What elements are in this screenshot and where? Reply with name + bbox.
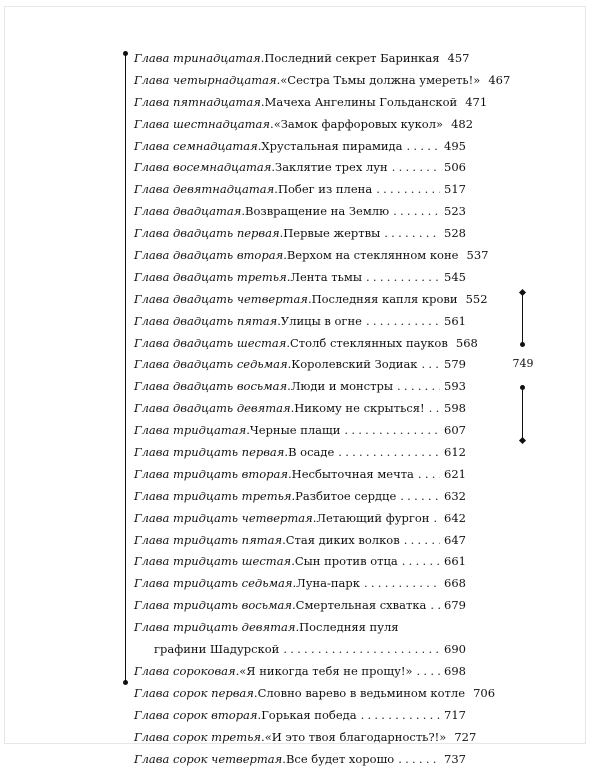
separator: . (261, 92, 265, 114)
chapter-page: 561 (444, 311, 466, 333)
toc-entry (134, 92, 466, 114)
chapter-title: Мачеха Ангелины Гольданской (265, 92, 458, 114)
chapter-page: 706 (473, 683, 495, 705)
chapter-title: Последняя капля крови (312, 289, 458, 311)
toc-entry (134, 354, 466, 376)
separator: . (291, 551, 295, 573)
separator: . (271, 157, 275, 179)
chapter-title: «Сестра Тьмы должна умереть!» (280, 70, 480, 92)
separator: . (274, 179, 278, 201)
toc-entry (134, 333, 466, 355)
chapter-page: 632 (444, 486, 466, 508)
chapter-label: Глава тринадцатая (134, 48, 261, 70)
toc-entry (134, 530, 466, 552)
chapter-title: Все будет хорошо (286, 749, 394, 770)
leader-dots (418, 464, 440, 486)
separator: . (291, 398, 295, 420)
leader-dots (402, 551, 440, 573)
chapter-title: «Замок фарфоровых кукол» (274, 114, 443, 136)
chapter-page: 495 (444, 136, 466, 158)
folio-ornament-upper-rule (522, 293, 523, 345)
chapter-title: Побег из плена (278, 179, 372, 201)
chapter-label: Глава тридцать третья (134, 486, 292, 508)
chapter-label: Глава восемнадцатая (134, 157, 271, 179)
toc-entry (134, 376, 466, 398)
chapter-title: «Я никогда тебя не прощу!» (239, 661, 412, 683)
chapter-page: 737 (444, 749, 466, 770)
chapter-title: «И это твоя благодарность?!» (265, 727, 447, 749)
chapter-title: Заклятие трех лун (275, 157, 388, 179)
chapter-title: Летающий фургон (316, 508, 429, 530)
toc-entry (134, 223, 466, 245)
chapter-title: В осаде (288, 442, 334, 464)
chapter-page: 727 (454, 727, 476, 749)
toc-entry (134, 114, 466, 136)
separator: . (258, 136, 262, 158)
separator: . (292, 595, 296, 617)
toc-entry (134, 136, 466, 158)
leader-dots (430, 595, 440, 617)
toc-entry (134, 573, 466, 595)
leader-dots (384, 223, 440, 245)
chapter-page: 552 (466, 289, 488, 311)
toc-entry (134, 311, 466, 333)
toc-entry (134, 727, 466, 749)
chapter-label: Глава шестнадцатая (134, 114, 270, 136)
chapter-title: Последний секрет Баринкая (264, 48, 439, 70)
chapter-label: Глава сорок вторая (134, 705, 258, 727)
chapter-page: 661 (444, 551, 466, 573)
separator: . (246, 420, 250, 442)
leader-dots (433, 508, 440, 530)
chapter-label: Глава сорок четвертая (134, 749, 282, 770)
leader-dots (407, 136, 441, 158)
separator: . (280, 223, 284, 245)
chapter-page: 579 (444, 354, 466, 376)
chapter-title: Возвращение на Землю (245, 201, 389, 223)
chapter-page: 517 (444, 179, 466, 201)
toc-entry (134, 683, 466, 705)
chapter-title: Несбыточная мечта (292, 464, 414, 486)
toc-entry (134, 267, 466, 289)
toc-entry (134, 70, 466, 92)
chapter-label: Глава сороковая (134, 661, 236, 683)
chapter-label: Глава двадцать седьмая (134, 354, 288, 376)
chapter-title: Смертельная схватка (296, 595, 427, 617)
separator: . (270, 114, 274, 136)
separator: . (236, 661, 240, 683)
chapter-label: Глава тридцатая (134, 420, 246, 442)
toc-entry (134, 551, 466, 573)
chapter-title: Черные плащи (250, 420, 341, 442)
separator: . (308, 289, 312, 311)
chapter-page: 482 (451, 114, 473, 136)
chapter-title: Стая диких волков (286, 530, 400, 552)
separator: . (254, 683, 258, 705)
chapter-title: Улицы в огне (281, 311, 362, 333)
toc-entry (134, 508, 466, 530)
leader-dots (361, 705, 440, 727)
chapter-page: 523 (444, 201, 466, 223)
chapter-label: Глава тридцать четвертая (134, 508, 313, 530)
chapter-title: Первые жертвы (283, 223, 380, 245)
leader-dots (338, 442, 440, 464)
chapter-label: Глава тридцать пятая (134, 530, 282, 552)
chapter-page: 593 (444, 376, 466, 398)
chapter-page: 598 (444, 398, 466, 420)
chapter-page: 698 (444, 661, 466, 683)
leader-dots (366, 267, 440, 289)
toc-entry (134, 705, 466, 727)
chapter-page: 668 (444, 573, 466, 595)
toc-entry (134, 617, 466, 639)
folio-ornament-upper-dot (520, 342, 525, 347)
chapter-title: Королевский Зодиак (291, 354, 417, 376)
chapter-title: Разбитое сердце (295, 486, 396, 508)
folio-ornament-lower-rule (522, 388, 523, 440)
chapter-label: Глава девятнадцатая (134, 179, 274, 201)
left-ornament-rule (125, 55, 126, 682)
chapter-page: 647 (444, 530, 466, 552)
toc-entry-continued (134, 639, 466, 661)
chapter-label: Глава сорок третья (134, 727, 261, 749)
toc-entry (134, 661, 466, 683)
separator: . (292, 573, 296, 595)
toc-entry (134, 245, 466, 267)
toc-entry (134, 157, 466, 179)
chapter-title: Горькая победа (261, 705, 356, 727)
left-ornament-top-dot (123, 51, 128, 56)
chapter-title: Хрустальная пирамида (261, 136, 402, 158)
separator: . (241, 201, 245, 223)
chapter-label: Глава тридцать девятая (134, 617, 295, 639)
toc-entry (134, 420, 466, 442)
separator: . (277, 70, 281, 92)
toc-entry (134, 48, 466, 70)
separator: . (295, 617, 299, 639)
leader-dots (364, 573, 440, 595)
chapter-label: Глава двадцать третья (134, 267, 287, 289)
separator: . (282, 530, 286, 552)
toc-entry (134, 595, 466, 617)
leader-dots (404, 530, 440, 552)
chapter-title-continued: графини Шадурской (134, 639, 279, 661)
chapter-page: 467 (488, 70, 510, 92)
chapter-label: Глава сорок первая (134, 683, 254, 705)
chapter-title: Люди и монстры (291, 376, 393, 398)
separator: . (288, 354, 292, 376)
chapter-page: 506 (444, 157, 466, 179)
chapter-page: 537 (466, 245, 488, 267)
chapter-page: 621 (444, 464, 466, 486)
chapter-page: 679 (444, 595, 466, 617)
leader-dots (283, 639, 440, 661)
chapter-page: 457 (447, 48, 469, 70)
leader-dots (421, 354, 440, 376)
leader-dots (392, 157, 440, 179)
chapter-page: 607 (444, 420, 466, 442)
chapter-label: Глава двадцать пятая (134, 311, 277, 333)
chapter-label: Глава тридцать шестая (134, 551, 291, 573)
leader-dots (398, 749, 440, 770)
leader-dots (393, 201, 440, 223)
chapter-title: Никому не скрыться! (294, 398, 424, 420)
chapter-page: 642 (444, 508, 466, 530)
separator: . (282, 749, 286, 770)
chapter-label: Глава четырнадцатая (134, 70, 277, 92)
chapter-page: 612 (444, 442, 466, 464)
chapter-title: Последняя пуля (299, 617, 398, 639)
toc-entry (134, 749, 466, 770)
leader-dots (400, 486, 440, 508)
chapter-label: Глава двадцать первая (134, 223, 280, 245)
toc-entry (134, 201, 466, 223)
toc-entry (134, 179, 466, 201)
toc-entry (134, 464, 466, 486)
chapter-label: Глава двадцатая (134, 201, 241, 223)
chapter-label: Глава тридцать восьмая (134, 595, 292, 617)
page-number: 749 (505, 357, 541, 371)
chapter-title: Верхом на стеклянном коне (287, 245, 459, 267)
chapter-label: Глава семнадцатая (134, 136, 258, 158)
chapter-page: 545 (444, 267, 466, 289)
chapter-title: Словно варево в ведьмином котле (258, 683, 465, 705)
separator: . (286, 333, 290, 355)
chapter-label: Глава двадцать девятая (134, 398, 291, 420)
separator: . (287, 376, 291, 398)
leader-dots (417, 661, 441, 683)
chapter-label: Глава пятнадцатая (134, 92, 261, 114)
table-of-contents (134, 48, 466, 770)
separator: . (284, 442, 288, 464)
left-ornament-bottom-dot (123, 680, 128, 685)
chapter-label: Глава двадцать вторая (134, 245, 283, 267)
chapter-page: 471 (465, 92, 487, 114)
separator: . (261, 48, 265, 70)
separator: . (283, 245, 287, 267)
leader-dots (366, 311, 440, 333)
chapter-label: Глава тридцать первая (134, 442, 284, 464)
separator: . (261, 727, 265, 749)
chapter-page: 568 (456, 333, 478, 355)
separator: . (287, 267, 291, 289)
leader-dots (344, 420, 440, 442)
chapter-label: Глава двадцать шестая (134, 333, 286, 355)
leader-dots (397, 376, 440, 398)
chapter-label: Глава двадцать восьмая (134, 376, 287, 398)
separator: . (313, 508, 317, 530)
chapter-label: Глава тридцать седьмая (134, 573, 292, 595)
toc-entry (134, 398, 466, 420)
chapter-title: Луна-парк (296, 573, 360, 595)
separator: . (292, 486, 296, 508)
chapter-page: 717 (444, 705, 466, 727)
separator: . (277, 311, 281, 333)
separator: . (288, 464, 292, 486)
chapter-label: Глава тридцать вторая (134, 464, 288, 486)
chapter-label: Глава двадцать четвертая (134, 289, 308, 311)
toc-entry (134, 442, 466, 464)
chapter-title: Сын против отца (295, 551, 398, 573)
separator: . (258, 705, 262, 727)
chapter-title: Лента тьмы (290, 267, 362, 289)
chapter-title: Столб стеклянных пауков (290, 333, 448, 355)
leader-dots (429, 398, 440, 420)
leader-dots (376, 179, 440, 201)
toc-entry (134, 486, 466, 508)
toc-entry (134, 289, 466, 311)
chapter-page: 690 (444, 639, 466, 661)
chapter-page: 528 (444, 223, 466, 245)
